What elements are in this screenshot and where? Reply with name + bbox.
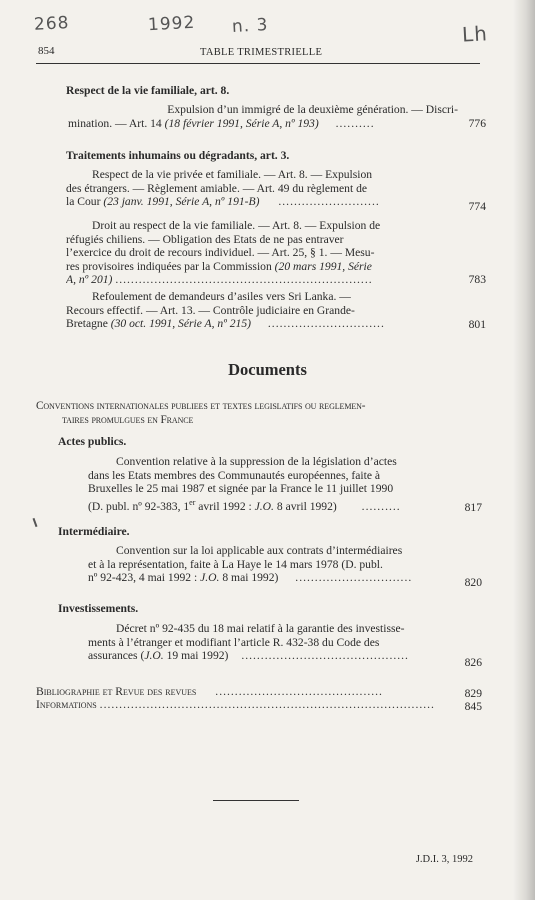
entry-decret-garantie-investissements	[88, 622, 452, 663]
page-reference: 801	[468, 318, 486, 331]
heading-intermediaire: Intermédiaire.	[58, 525, 130, 538]
handwritten-initials: Lh	[461, 21, 489, 47]
page-reference: 829	[464, 687, 482, 700]
heading-actes-publics: Actes publics.	[58, 435, 127, 448]
entry-line: Convention relative à la suppression de la législation d’actes	[116, 455, 397, 468]
entry-line: ments à l’étranger et modifiant l’article R. 432-38 du Code des	[88, 635, 380, 649]
entry-line: réfugiés chiliens. — Obligation des Etats de ne pas entraver	[66, 232, 344, 246]
page-reference: 783	[468, 273, 486, 286]
entry-line: dans les Etats membres des Communautés européennes, faite à	[88, 468, 381, 482]
entry-line	[66, 195, 458, 209]
page-reference: 817	[464, 501, 482, 514]
entry-line	[66, 317, 458, 331]
entry-line	[66, 260, 458, 274]
leader-dots: ..................................................................	[115, 273, 373, 287]
entry-text: nº 92-423, 4 mai 1992 :	[88, 571, 201, 585]
entry-text: 19 mai 1992)	[163, 649, 229, 663]
handwritten-year: 1992	[147, 12, 196, 36]
entry-line: l’exercice du droit de recours individuel. — Art. 25, § 1. — Mesu-	[66, 246, 375, 260]
entry-citation: (30 oct. 1991, Série A, nº 215)	[110, 317, 251, 331]
entry-text: (D. publ. nº 92-383, 1	[88, 499, 190, 513]
page-edge-shadow	[513, 0, 535, 900]
entry-label: Bibliographie et Revue des revues	[36, 685, 197, 698]
entry-convention-legislation-actes	[88, 455, 452, 513]
running-title: TABLE TRIMESTRIELLE	[200, 47, 323, 58]
leader-dots: ..............................	[267, 317, 385, 331]
entry-text: res provisoires indiquées par la Commission	[66, 259, 275, 273]
entry-line: Bruxelles le 25 mai 1987 et signée par la France le 11 juillet 1990	[88, 482, 394, 496]
entry-droit-respect-vie-familiale	[66, 219, 458, 287]
page-number: 854	[38, 45, 55, 57]
handwritten-issue: n. 3	[231, 15, 269, 37]
entry-convention-intermediaires	[88, 544, 452, 585]
entry-line: Refoulement de demandeurs d’asiles vers Sri Lanka. —	[92, 290, 351, 303]
entry-line	[88, 571, 452, 585]
entry-superscript: er	[189, 497, 196, 507]
entry-text: 8 mai 1992)	[219, 571, 279, 585]
heading-respect-vie-familiale: Respect de la vie familiale, art. 8.	[66, 84, 230, 97]
header-rule	[36, 63, 480, 64]
entry-respect-vie-privee	[66, 168, 458, 209]
entry-citation: (23 janv. 1991, Série A, nº 191-B)	[103, 195, 260, 209]
leader-dots: ...........................................	[241, 649, 409, 663]
page-reference: 776	[468, 117, 486, 130]
leader-dots: ......................................................................................	[99, 698, 435, 711]
footer-citation: J.D.I. 3, 1992	[415, 854, 473, 865]
page-reference: 820	[464, 576, 482, 589]
entry-line: et à la représentation, faite à La Haye le 14 mars 1978 (D. publ.	[88, 557, 383, 571]
entry-line	[66, 273, 432, 287]
conventions-heading	[36, 400, 365, 427]
entry-line	[68, 117, 460, 131]
entry-line: Recours effectif. — Art. 13. — Contrôle judiciaire en Grande-	[66, 303, 355, 317]
entry-text: mination. — Art. 14	[68, 116, 165, 130]
page-reference: 774	[468, 200, 486, 213]
page-reference: 826	[464, 656, 482, 669]
entry-citation: A, nº 201)	[66, 273, 113, 287]
entry-line: Droit au respect de la vie familiale. — Art. 8. — Expulsion de	[92, 219, 381, 232]
section-title-documents: Documents	[228, 360, 307, 379]
leader-dots: ..........................	[278, 195, 380, 209]
entry-citation: J.O.	[144, 649, 164, 663]
leader-dots: ..............................	[295, 571, 413, 585]
handwritten-number: 268	[33, 13, 70, 35]
entry-citation: J.O.	[254, 499, 274, 513]
heading-investissements: Investissements.	[58, 602, 139, 615]
entry-text: la Cour	[66, 195, 104, 209]
entry-line: des étrangers. — Règlement amiable. — Art. 49 du règlement de	[66, 181, 368, 195]
entry-citation: (20 mars 1991, Série	[274, 259, 372, 273]
entry-text: assurances (	[88, 649, 145, 663]
entry-line	[88, 649, 452, 663]
entry-line	[88, 496, 452, 513]
margin-mark	[33, 518, 38, 527]
page-reference: 845	[464, 700, 482, 713]
entry-refoulement-sri-lanka	[66, 290, 458, 331]
entry-line: Expulsion d’un immigré de la deuxième génération. — Discri-	[167, 103, 458, 116]
entry-text: avril 1992 :	[195, 499, 255, 513]
entry-label: Informations	[36, 698, 97, 711]
entry-citation: (18 février 1991, Série A, nº 193)	[164, 116, 319, 130]
leader-dots: ..........	[361, 499, 401, 513]
informations-entry	[36, 698, 448, 712]
entry-text: Bretagne	[66, 317, 111, 331]
entry-text: 8 avril 1992)	[273, 499, 337, 513]
conventions-line: taires promulgues en France	[62, 413, 194, 426]
heading-traitements-inhumains: Traitements inhumains ou dégradants, art. 3.	[66, 149, 290, 162]
bibliographie-entry	[36, 685, 383, 699]
entry-citation: J.O.	[200, 571, 220, 585]
leader-dots: ..........	[335, 116, 375, 130]
leader-dots: ...........................................	[215, 685, 383, 698]
entry-line: Décret nº 92-435 du 18 mai relatif à la garantie des investisse-	[116, 622, 405, 635]
entry-line: Convention sur la loi applicable aux contrats d’intermédiaires	[116, 544, 403, 557]
footer-rule	[213, 800, 299, 801]
entry-expulsion-immigre	[68, 103, 460, 130]
conventions-line: Conventions internationales publiees et textes legislatifs ou reglemen-	[36, 400, 366, 412]
entry-line: Respect de la vie privée et familiale. — Art. 8. — Expulsion	[92, 168, 373, 181]
